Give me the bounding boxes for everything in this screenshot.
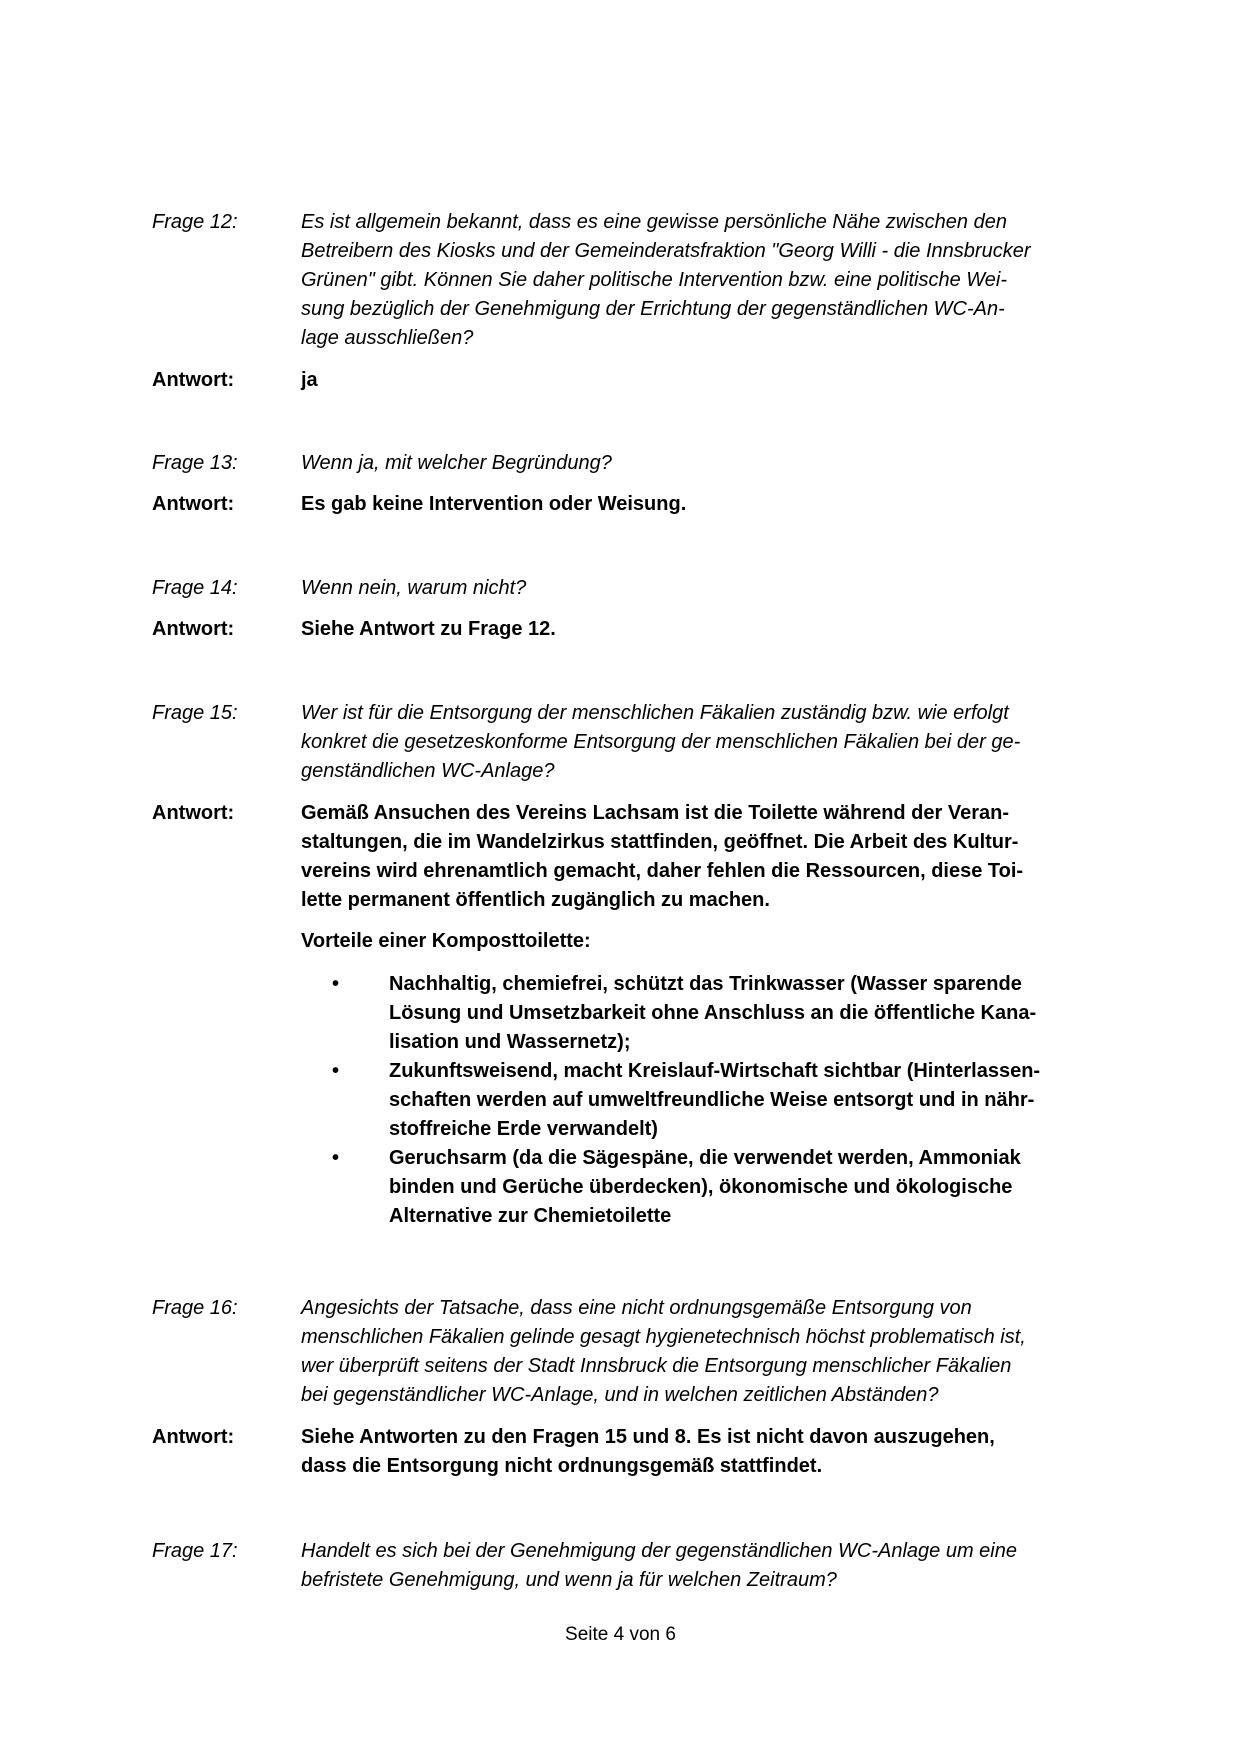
- answer-label: Antwort:: [152, 369, 235, 391]
- text-line: staltungen, die im Wandelzirkus stattfinden, geöffnet. Die Arbeit des Kultur-: [301, 831, 1019, 853]
- question-text: [301, 699, 1161, 786]
- list-item: [389, 1144, 1021, 1231]
- text-line: lisation und Wassernetz);: [389, 1031, 631, 1053]
- answer-15: [152, 799, 1152, 1227]
- answer-text: Es gab keine Intervention oder Weisung.: [301, 493, 687, 515]
- text-line: genständlichen WC-Anlage?: [301, 760, 555, 782]
- text-line: Nachhaltig, chemiefrei, schützt das Trinkwasser (Wasser sparende: [389, 973, 1022, 995]
- text-line: befristete Genehmigung, und wenn ja für welchen Zeitraum?: [301, 1569, 837, 1591]
- answer-text: Siehe Antwort zu Frage 12.: [301, 618, 556, 640]
- text-line: wer überprüft seitens der Stadt Innsbruck die Entsorgung menschlicher Fäkalien: [301, 1355, 1012, 1377]
- question-text: [301, 1537, 1161, 1595]
- question-text: [301, 1294, 1161, 1410]
- text-line: Zukunftsweisend, macht Kreislauf-Wirtschaft sichtbar (Hinterlassen-: [389, 1060, 1041, 1082]
- answer-label: Antwort:: [152, 802, 235, 824]
- text-line: Angesichts der Tatsache, dass eine nicht ordnungsgemäße Entsorgung von: [301, 1297, 972, 1319]
- text-line: Betreibern des Kiosks und der Gemeinderatsfraktion "Georg Willi - die Innsbrucker: [301, 240, 1031, 262]
- text-line: konkret die gesetzeskonforme Entsorgung der menschlichen Fäkalien bei der ge-: [301, 731, 1021, 753]
- question-text: [301, 208, 1161, 353]
- text-line: Lösung und Umsetzbarkeit ohne Anschluss an die öffentliche Kana-: [389, 1002, 1037, 1024]
- bullet-icon: •: [332, 1060, 340, 1082]
- page-number: Seite 4 von 6: [565, 1624, 676, 1645]
- answer-text: ja: [301, 369, 318, 391]
- list-item: [389, 970, 1036, 1057]
- question-text: Wenn nein, warum nicht?: [301, 577, 527, 599]
- text-line: Handelt es sich bei der Genehmigung der gegenständlichen WC-Anlage um eine: [301, 1540, 1017, 1562]
- question-text: Wenn ja, mit welcher Begründung?: [301, 452, 612, 474]
- text-line: Siehe Antworten zu den Fragen 15 und 8. Es ist nicht davon auszugehen,: [301, 1426, 995, 1448]
- advantages-title: Vorteile einer Komposttoilette:: [301, 930, 591, 952]
- answer-label: Antwort:: [152, 493, 235, 515]
- text-line: lette permanent öffentlich zugänglich zu machen.: [301, 889, 770, 911]
- text-line: lage ausschließen?: [301, 327, 474, 349]
- text-line: Grünen" gibt. Können Sie daher politische Intervention bzw. eine politische Wei-: [301, 269, 1008, 291]
- question-label: Frage 14:: [152, 577, 238, 599]
- bullet-icon: •: [332, 973, 340, 995]
- text-line: Gemäß Ansuchen des Vereins Lachsam ist die Toilette während der Veran-: [301, 802, 1010, 824]
- question-label: Frage 12:: [152, 211, 238, 233]
- question-label: Frage 15:: [152, 702, 238, 724]
- answer-label: Antwort:: [152, 618, 235, 640]
- text-line: stoffreiche Erde verwandelt): [389, 1118, 658, 1140]
- answer-text: [301, 1423, 1161, 1481]
- question-label: Frage 16:: [152, 1297, 238, 1319]
- text-line: Alternative zur Chemietoilette: [389, 1205, 672, 1227]
- text-line: schaften werden auf umweltfreundliche Weise entsorgt und in nähr-: [389, 1089, 1035, 1111]
- text-line: Geruchsarm (da die Sägespäne, die verwendet werden, Ammoniak: [389, 1147, 1021, 1169]
- list-item: [389, 1057, 1040, 1144]
- text-line: vereins wird ehrenamtlich gemacht, daher fehlen die Ressourcen, diese Toi-: [301, 860, 1024, 882]
- text-line: sung bezüglich der Genehmigung der Errichtung der gegenständlichen WC-An-: [301, 298, 1005, 320]
- bullet-icon: •: [332, 1147, 340, 1169]
- text-line: binden und Gerüche überdecken), ökonomische und ökologische: [389, 1176, 1013, 1198]
- text-line: bei gegenständlicher WC-Anlage, und in welchen zeitlichen Abständen?: [301, 1384, 939, 1406]
- answer-label: Antwort:: [152, 1426, 235, 1448]
- question-label: Frage 17:: [152, 1540, 238, 1562]
- text-line: Es ist allgemein bekannt, dass es eine gewisse persönliche Nähe zwischen den: [301, 211, 1007, 233]
- text-line: dass die Entsorgung nicht ordnungsgemäß stattfindet.: [301, 1455, 823, 1477]
- question-label: Frage 13:: [152, 452, 238, 474]
- answer-text: [301, 799, 1161, 915]
- text-line: Wer ist für die Entsorgung der menschlichen Fäkalien zuständig bzw. wie erfolgt: [301, 702, 1009, 724]
- text-line: menschlichen Fäkalien gelinde gesagt hygienetechnisch höchst problematisch ist,: [301, 1326, 1026, 1348]
